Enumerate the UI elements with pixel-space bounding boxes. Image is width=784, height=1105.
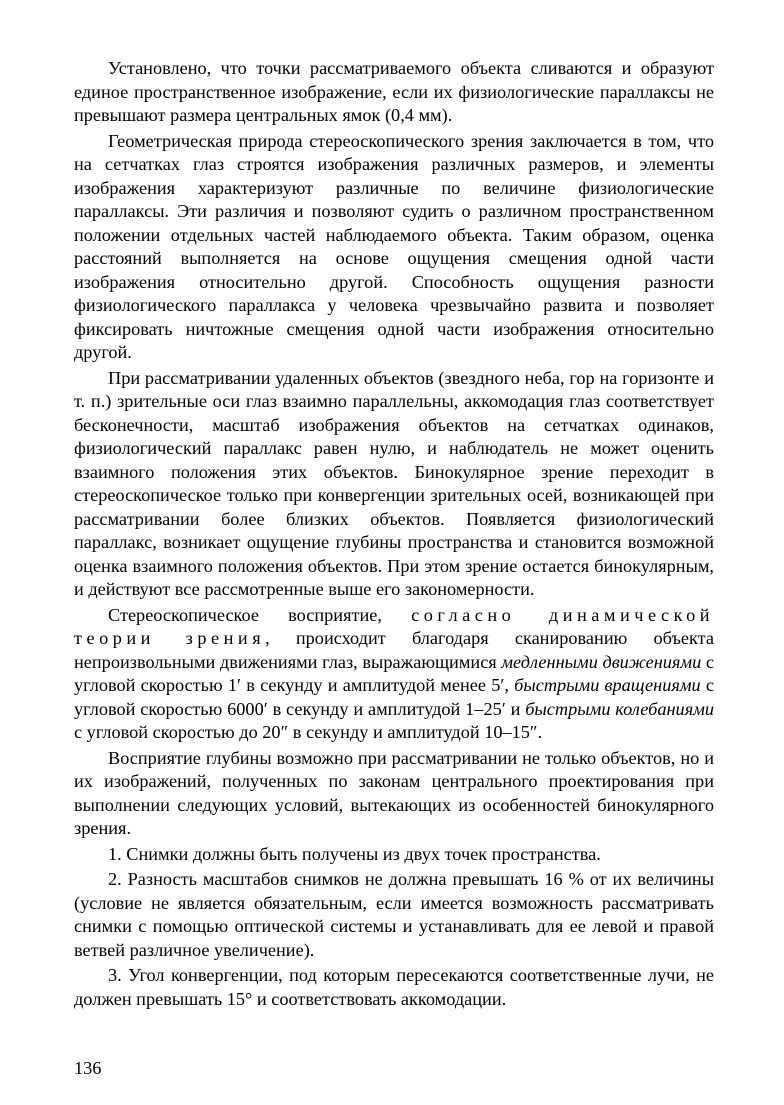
list-item-condition-3: 3. Угол конвергенции, под которым пересекаются соответственные лучи, не должен превышать 15° и соответствовать аккомодации. [74, 965, 714, 1009]
paragraph-geometric-nature: Геометрическая природа стереоскопического зрения заключается в том, что на сетчатках глаз строятся изображения различных размеров, и элементы изображения характеризуют различные по величине физиологические параллаксы. Эти различия и позволяют судить о различном пространственном положении отдельных частей наблюдаемого объекта. Таким образом, оценка расстояний выполняется на основе ощущения смещения одной части изображения относительно другой. Способность ощущения разности физиологического параллакса у человека чрезвычайно развита и позволяет фиксировать ничтожные смещения одной части изображения относительно другой. [74, 130, 714, 362]
page-number: 136 [74, 1058, 102, 1078]
list-item-condition-2: 2. Разность масштабов снимков не должна превышать 16 % от их величины (условие не является обязательным, если имеется возможность рассматривать снимки с помощью оптической системы и устанавливать для ее левой и правой ветвей различное увеличение). [74, 869, 714, 960]
term-fast-oscillations: быстрыми колебаниями [525, 698, 714, 719]
dynamic-theory-spaced-term: согласно динамической теории зрения [74, 604, 715, 648]
paragraph-dynamic-theory [74, 604, 714, 745]
dynamic-theory-text-4: с угловой скоростью до 20″ в секунду и амплитудой 10–15″. [74, 722, 543, 742]
term-slow-movements: медленными движениями [501, 651, 702, 672]
dynamic-theory-text-1: , происходит благодаря сканированию объекта непроизвольными движениями глаз, выражающимися [74, 628, 714, 672]
dynamic-theory-text-2: с угловой скоростью 1′ в секунду и амплитудой менее 5′, [74, 651, 715, 695]
paragraph-distant-objects: При рассматривании удаленных объектов (звездного неба, гор на горизонте и т. п.) зрительные оси глаз взаимно параллельны, аккомодация глаз соответствует бесконечности, масштаб изображения объектов на сетчатках одинаков, физиологический параллакс равен нулю, и наблюдатель не может оценить взаимного положения этих объектов. Бинокулярное зрение переходит в стереоскопическое только при конвергенции зрительных осей, возникающей при рассматривании более близких объектов. Появляется физиологический параллакс, возникает ощущение глубины пространства и становится возможной оценка взаимного положения объектов. При этом зрение остается бинокулярным, и действуют все рассмотренные выше его закономерности. [74, 367, 714, 599]
list-item-condition-1: 1. Снимки должны быть получены из двух точек пространства. [108, 843, 601, 864]
paragraph-depth-perception: Восприятие глубины возможно при рассматривании не только объектов, но и их изображений, полученных по законам центрального проектирования при выполнении следующих условий, вытекающих из особенностей бинокулярного зрения. [74, 747, 714, 838]
dynamic-theory-text-3: с угловой скоростью 6000′ в секунду и амплитудой 1–25′ и [74, 675, 715, 719]
body-text [74, 57, 714, 1013]
term-fast-rotations: быстрыми вращениями [514, 675, 701, 695]
paragraph-fusion-condition: Установлено, что точки рассматриваемого объекта сливаются и образуют единое пространственное изображение, если их физиологические параллаксы не превышают размера центральных ямок (0,4 мм). [74, 58, 714, 125]
dynamic-theory-intro: Стереоскопическое восприятие, [108, 604, 412, 625]
